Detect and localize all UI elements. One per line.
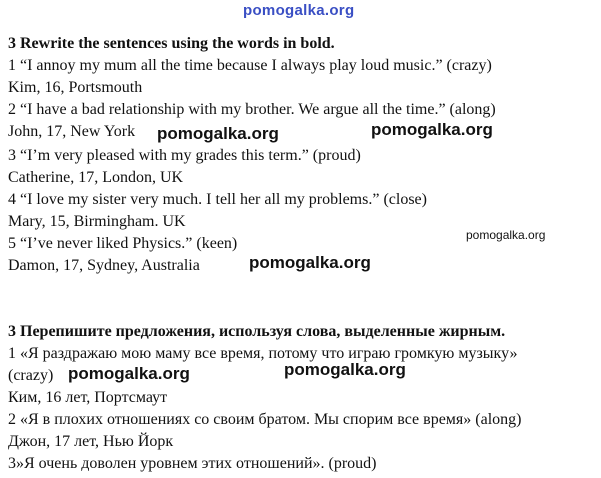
watermark-small: pomogalka.org <box>466 228 546 242</box>
russian-heading: 3 Перепишите предложения, используя слова, выделенные жирным. <box>8 323 506 340</box>
english-heading: 3 Rewrite the sentences using the words in bold. <box>8 35 335 52</box>
watermark-top: pomogalka.org <box>243 2 355 19</box>
russian-author-2: Джон, 17 лет, Нью Йорк <box>8 433 174 450</box>
english-author-2: John, 17, New York <box>8 123 136 140</box>
russian-author-1: Ким, 16 лет, Портсмаут <box>8 389 168 406</box>
english-author-5: Damon, 17, Sydney, Australia <box>8 257 200 274</box>
watermark-russian-left: pomogalka.org <box>68 364 190 383</box>
russian-sentence-3: 3»Я очень доволен уровнем этих отношений». (proud) <box>8 455 377 472</box>
english-sentence-3: 3 “I’m very pleased with my grades this term.” (proud) <box>8 147 361 164</box>
english-author-3: Catherine, 17, London, UK <box>8 169 184 186</box>
watermark-mid-left: pomogalka.org <box>157 124 279 143</box>
russian-sentence-1-word: (crazy) <box>8 367 54 384</box>
watermark-lower: pomogalka.org <box>249 253 371 272</box>
watermark-mid-right: pomogalka.org <box>371 120 493 139</box>
russian-sentence-2: 2 «Я в плохих отношениях со своим братом. Мы спорим все время» (along) <box>8 411 522 428</box>
english-sentence-4: 4 “I love my sister very much. I tell her all my problems.” (close) <box>8 191 427 208</box>
russian-sentence-1: 1 «Я раздражаю мою маму все время, потому что играю громкую музыку» <box>8 345 518 362</box>
english-sentence-2: 2 “I have a bad relationship with my brother. We argue all the time.” (along) <box>8 101 496 118</box>
watermark-russian-right: pomogalka.org <box>284 360 406 379</box>
english-author-1: Kim, 16, Portsmouth <box>8 79 143 96</box>
english-author-4: Mary, 15, Birmingham. UK <box>8 213 186 230</box>
english-sentence-5: 5 “I’ve never liked Physics.” (keen) <box>8 235 238 252</box>
english-sentence-1: 1 “I annoy my mum all the time because I always play loud music.” (crazy) <box>8 57 492 74</box>
